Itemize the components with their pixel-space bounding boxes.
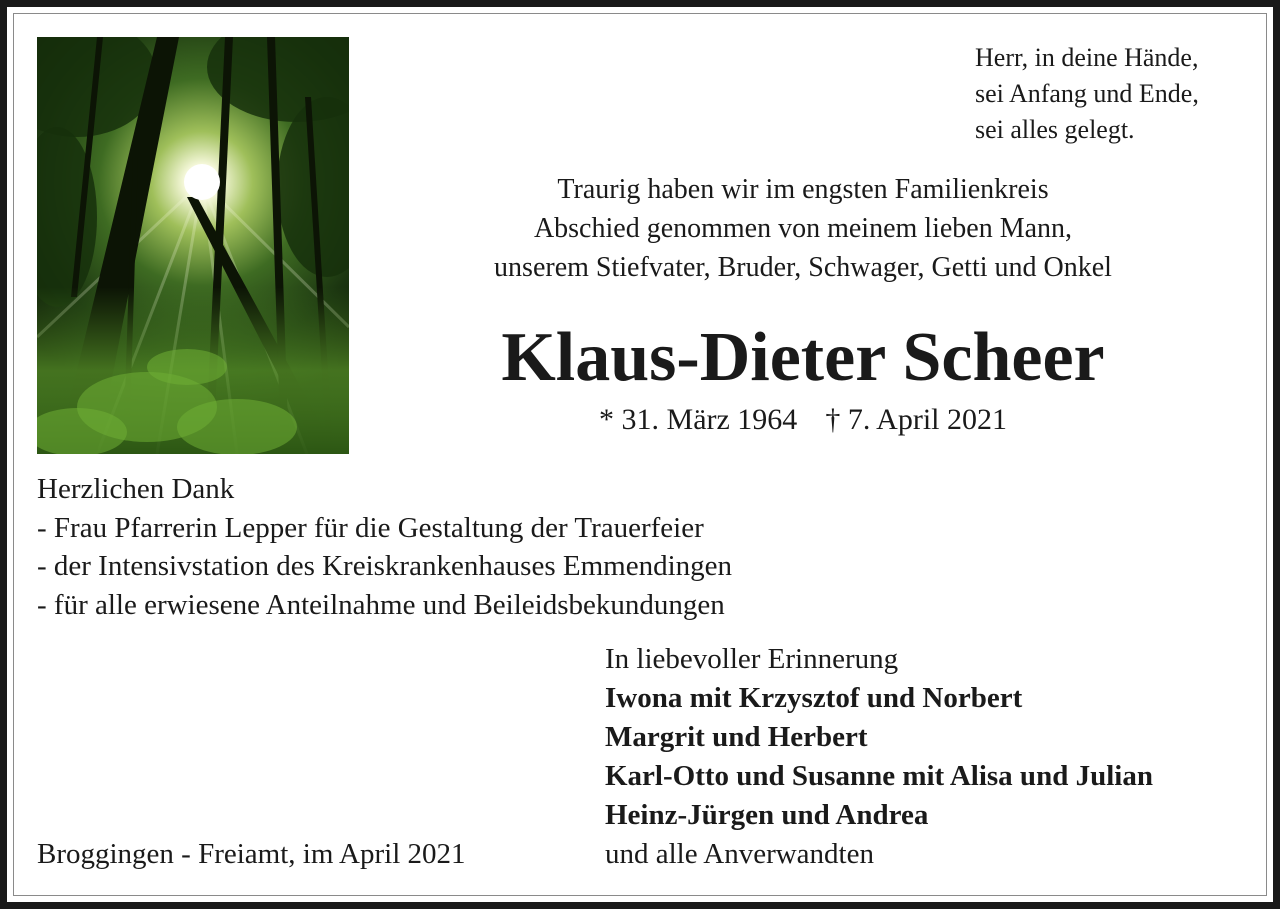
place-and-date: Broggingen - Freiamt, im April 2021 [37,838,466,870]
psalm-line: Herr, in deine Hände, [975,43,1199,72]
mourners-intro: In liebevoller Erinnerung [605,643,899,675]
mourner-name: Iwona mit Krzysztof und Norbert [605,682,1023,714]
thanks-item: - für alle erwiesene Anteilnahme und Beileidsbekundungen [37,588,725,621]
announcement-line: Traurig haben wir im engsten Familienkreis [557,174,1049,205]
mourners-closing: und alle Anverwandten [605,838,874,870]
deceased-name: Klaus-Dieter Scheer [501,319,1105,396]
mourners-section [605,640,1255,874]
announcement-text [380,170,1226,287]
psalm-line: sei Anfang und Ende, [975,79,1199,108]
birth-date: * 31. März 1964 [599,403,798,436]
announcement-line: unserem Stiefvater, Bruder, Schwager, Getti und Onkel [494,252,1112,283]
announcement-line: Abschied genommen von meinem lieben Mann, [533,213,1073,244]
mourner-name: Margrit und Herbert [605,721,868,753]
mourner-name: Heinz-Jürgen und Andrea [605,799,929,831]
thanks-section [37,470,917,624]
death-date: † 7. April 2021 [825,403,1007,436]
mourner-name: Karl-Otto und Susanne mit Alisa und Julian [605,760,1153,792]
life-dates [380,400,1226,440]
forest-sunlight-image [37,37,349,454]
thanks-heading: Herzlichen Dank [37,473,235,505]
thanks-item: - Frau Pfarrerin Lepper für die Gestaltung der Trauerfeier [37,511,704,544]
psalm-verse [975,40,1255,148]
psalm-line: sei alles gelegt. [975,115,1135,144]
thanks-item: - der Intensivstation des Kreiskrankenhauses Emmendingen [37,550,733,582]
